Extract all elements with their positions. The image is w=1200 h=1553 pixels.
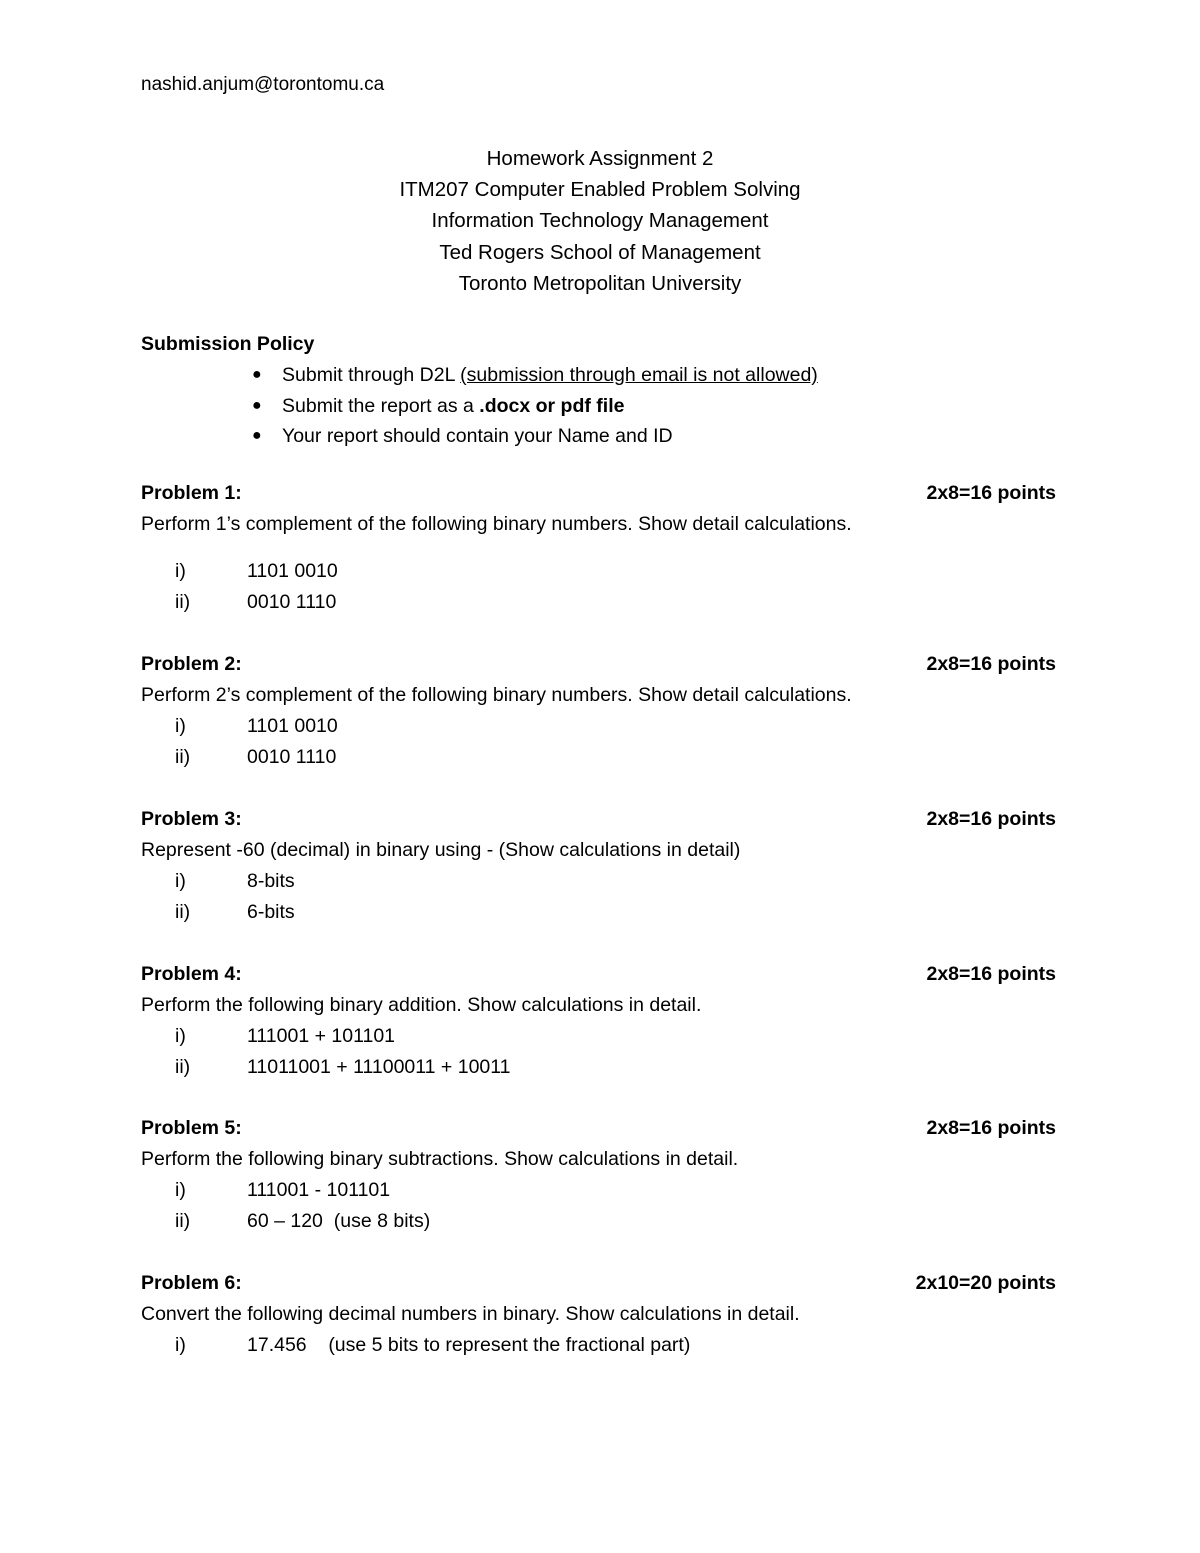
university-line: Toronto Metropolitan University	[458, 271, 742, 295]
problem-title: Problem 6:	[141, 1272, 242, 1294]
problem-3	[141, 804, 1056, 928]
problem-item	[141, 711, 1056, 742]
problem-header	[141, 1113, 1056, 1144]
problem-header	[141, 1268, 1056, 1299]
author-email: nashid.anjum@torontomu.ca	[141, 74, 385, 95]
problem-title: Problem 4:	[141, 963, 242, 985]
problem-header	[141, 649, 1056, 680]
item-number: ii)	[175, 591, 191, 613]
item-value: 0010 1110	[247, 591, 337, 613]
item-number: ii)	[175, 1056, 191, 1078]
problem-2	[141, 649, 1056, 773]
submission-policy-heading: Submission Policy	[141, 333, 315, 355]
policy-text: Submit through D2L	[282, 364, 461, 386]
problem-5	[141, 1113, 1056, 1237]
problem-points: 2x8=16 points	[926, 482, 1056, 504]
item-number: ii)	[175, 746, 191, 768]
item-value: 8-bits	[247, 870, 295, 892]
problem-description: Represent -60 (decimal) in binary using - (Show calculations in detail)	[141, 839, 741, 861]
problem-item	[141, 1175, 1056, 1206]
item-value: 6-bits	[247, 901, 295, 923]
problem-item	[141, 742, 1056, 773]
policy-bold-text: .docx or pdf file	[479, 394, 625, 417]
problem-title: Problem 3:	[141, 808, 242, 830]
problem-description: Convert the following decimal numbers in binary. Show calculations in detail.	[141, 1303, 800, 1325]
problem-item	[141, 897, 1056, 928]
item-number: i)	[175, 1334, 186, 1356]
problem-points: 2x8=16 points	[926, 963, 1056, 985]
item-value: 17.456 (use 5 bits to represent the fractional part)	[247, 1334, 691, 1356]
item-number: i)	[175, 715, 186, 737]
course-line: ITM207 Computer Enabled Problem Solving	[399, 178, 801, 202]
title-block	[0, 143, 1200, 299]
item-value: 111001 + 101101	[247, 1025, 396, 1047]
title-line: Homework Assignment 2	[486, 147, 714, 170]
program-line: Information Technology Management	[431, 209, 769, 233]
item-value: 1101 0010	[247, 715, 338, 737]
policy-text: Your report should contain your Name and ID	[282, 425, 673, 447]
problem-6	[141, 1268, 1056, 1361]
problem-header	[141, 959, 1056, 990]
problem-header	[141, 478, 1056, 509]
item-number: i)	[175, 870, 186, 892]
item-value: 11011001 + 11100011 + 10011	[247, 1056, 511, 1078]
problem-item	[141, 587, 1056, 618]
problem-item	[141, 866, 1056, 897]
item-value: 1101 0010	[247, 560, 338, 582]
item-number: i)	[175, 560, 186, 582]
submission-policy	[141, 329, 1061, 452]
problem-item	[141, 1206, 1056, 1237]
problem-title: Problem 2:	[141, 653, 242, 675]
item-value: 0010 1110	[247, 746, 337, 768]
item-number: i)	[175, 1179, 186, 1201]
item-number: i)	[175, 1025, 186, 1047]
problem-points: 2x8=16 points	[926, 653, 1056, 675]
bullet-icon: ●	[252, 366, 262, 383]
problem-item	[141, 556, 1056, 587]
item-value: 111001 - 101101	[247, 1179, 391, 1201]
problem-title: Problem 1:	[141, 482, 242, 504]
problem-item	[141, 1330, 1056, 1361]
problem-title: Problem 5:	[141, 1117, 242, 1139]
bullet-icon: ●	[252, 427, 262, 444]
item-number: ii)	[175, 1210, 191, 1232]
problem-description: Perform the following binary addition. Show calculations in detail.	[141, 994, 702, 1016]
item-number: ii)	[175, 901, 191, 923]
problem-header	[141, 804, 1056, 835]
policy-bullet	[141, 421, 1061, 452]
problem-4	[141, 959, 1056, 1083]
policy-bullet	[141, 360, 1061, 391]
problem-1	[141, 478, 1056, 618]
bullet-icon: ●	[252, 396, 262, 414]
policy-text: Submit the report as a	[282, 394, 480, 417]
policy-bullet	[141, 391, 1061, 422]
problem-item	[141, 1052, 1056, 1083]
problem-points: 2x8=16 points	[926, 1117, 1056, 1139]
item-value: 60 – 120 (use 8 bits)	[247, 1210, 431, 1232]
problem-description: Perform the following binary subtractions. Show calculations in detail.	[141, 1148, 739, 1170]
problem-item	[141, 1021, 1056, 1052]
problem-description: Perform 1’s complement of the following binary numbers. Show detail calculations.	[141, 513, 852, 535]
policy-underlined-text: (submission through email is not allowed)	[460, 364, 818, 386]
school-line: Ted Rogers School of Management	[439, 240, 761, 264]
problem-points: 2x10=20 points	[915, 1272, 1056, 1294]
problem-points: 2x8=16 points	[926, 808, 1056, 830]
problem-description: Perform 2’s complement of the following binary numbers. Show detail calculations.	[141, 684, 852, 706]
